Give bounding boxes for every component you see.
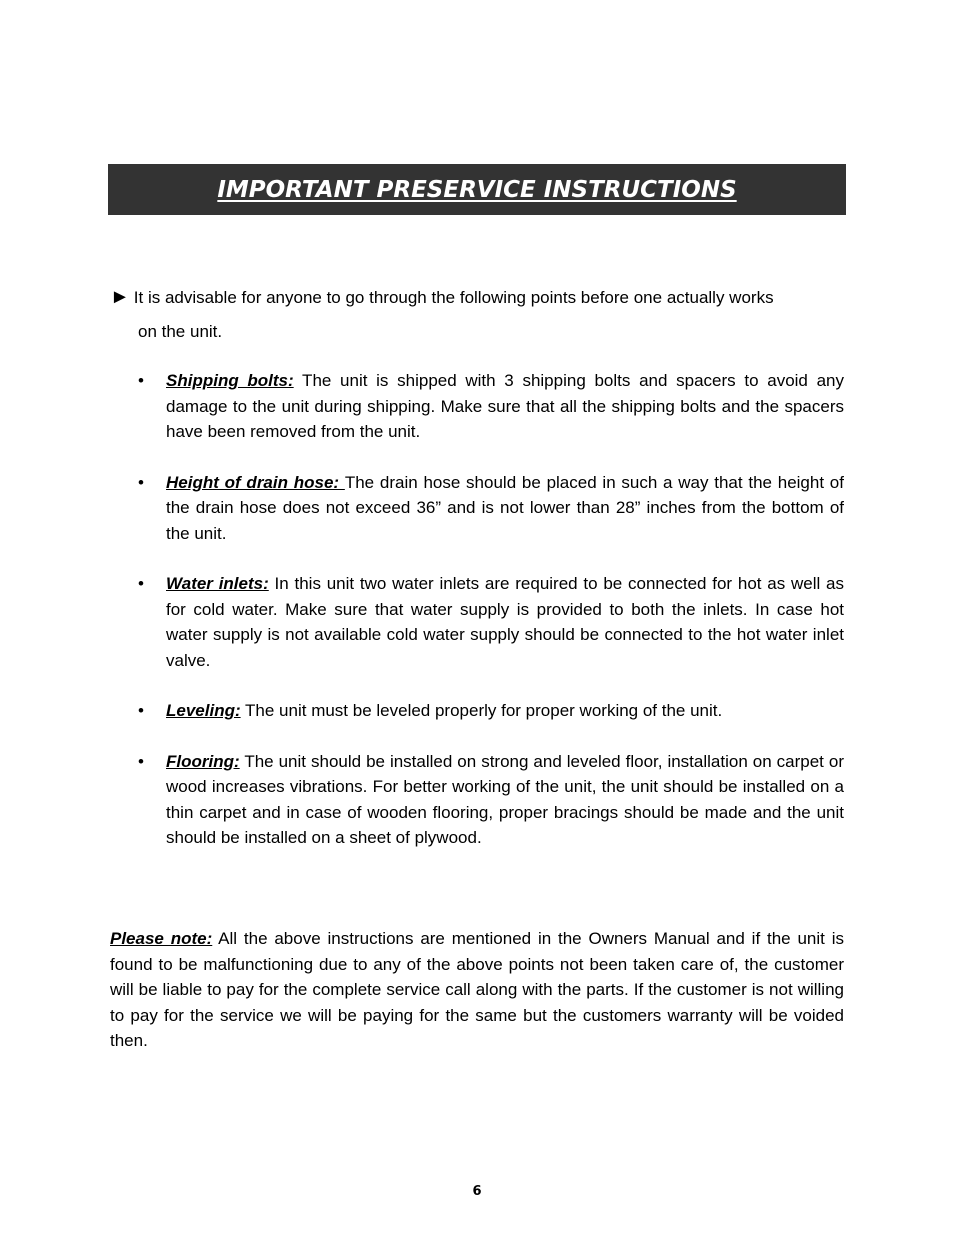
- list-item-leveling: [138, 698, 844, 724]
- intro-line-2: on the unit.: [138, 322, 223, 341]
- page-number: 6: [472, 1184, 482, 1199]
- please-note-paragraph: [110, 926, 844, 1054]
- item-term: Water inlets:: [166, 574, 269, 593]
- bullet-icon: •: [138, 751, 144, 771]
- note-term: Please note:: [110, 929, 213, 948]
- item-term: Height of drain hose:: [166, 472, 345, 492]
- item-text: The drain hose should be placed in such a way that the height of the drain hose does not exceed 36” and is not lower than 28” inches from the bottom of the unit.: [166, 472, 844, 543]
- bullet-icon: •: [138, 701, 144, 720]
- item-text: In this unit two water inlets are required to be connected for hot as well as for cold water. Make sure that water supply is provided to both the inlets. In case hot water supply is not available cold water supply should be connected to the hot water inlet valve.: [166, 574, 844, 670]
- list-item-drain-hose: [138, 470, 844, 547]
- title-banner: [108, 164, 846, 215]
- item-text: The unit is shipped with 3 shipping bolts and spacers to avoid any damage to the unit during shipping. Make sure that all the shipping bolts and the spacers have been removed from the unit.: [166, 371, 844, 441]
- instruction-list: [138, 368, 844, 876]
- list-item-flooring: [138, 749, 844, 851]
- intro-line-1: It is advisable for anyone to go through the following points before one actually works: [133, 288, 774, 307]
- item-term: Flooring:: [166, 751, 240, 771]
- item-term: Leveling:: [166, 701, 241, 720]
- intro-paragraph: [110, 280, 846, 349]
- page-title: IMPORTANT PRESERVICE INSTRUCTIONS: [217, 176, 737, 203]
- arrow-right-icon: ►: [110, 286, 130, 308]
- item-term: Shipping bolts:: [166, 371, 294, 390]
- list-item-water-inlets: [138, 571, 844, 673]
- bullet-icon: •: [138, 472, 144, 492]
- bullet-icon: •: [138, 574, 144, 593]
- item-text: The unit should be installed on strong and leveled floor, installation on carpet or wood increases vibrations. For better working of the unit, the unit should be installed on a thin carpet and in case of wooden flooring, proper bracings should be made and the unit should be installed on a sheet of plywood.: [166, 751, 844, 847]
- list-item-shipping-bolts: [138, 368, 844, 445]
- bullet-icon: •: [138, 371, 144, 390]
- item-text: The unit must be leveled properly for proper working of the unit.: [240, 701, 723, 720]
- note-text: All the above instructions are mentioned in the Owners Manual and if the unit is found to be malfunctioning due to any of the above points not been taken care of, the customer will be liable to pay for the complete service call along with the parts. If the customer is not willing to pay for the service we will be paying for the same but the customers warranty will be voided then.: [110, 929, 844, 1050]
